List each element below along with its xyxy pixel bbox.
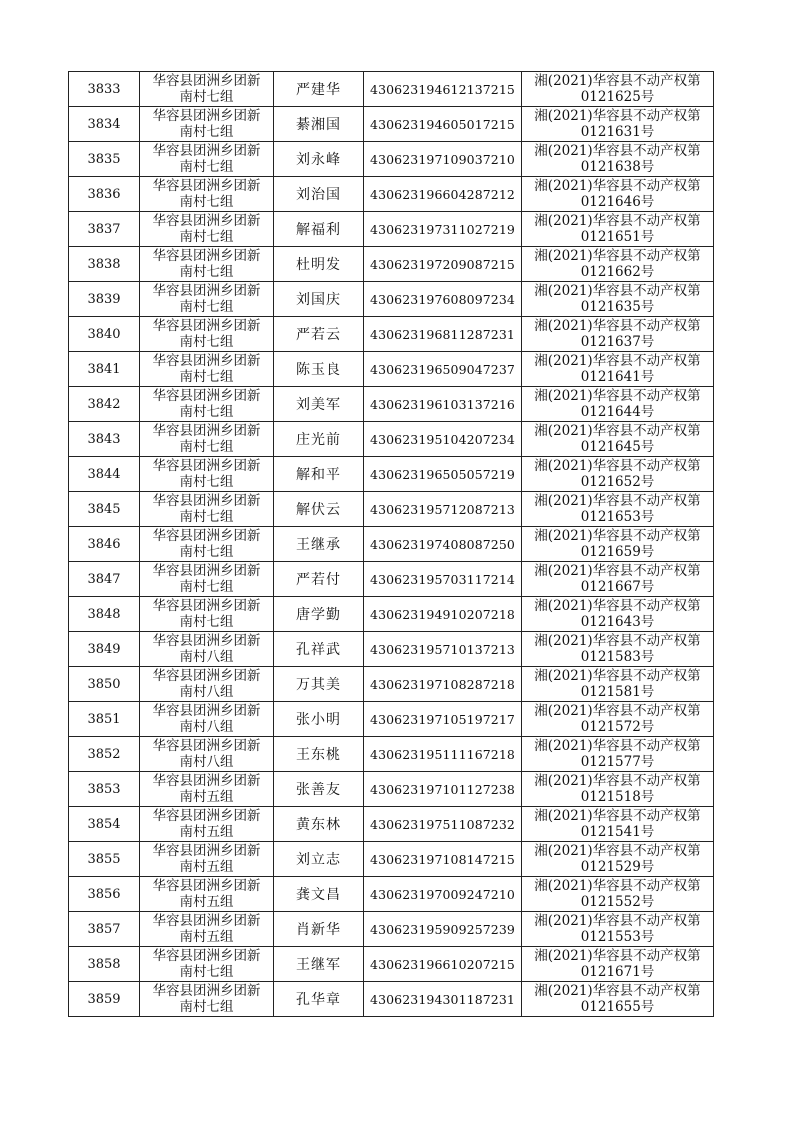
owner-name: 杜明发 (274, 247, 364, 282)
row-number: 3858 (69, 947, 140, 982)
certificate-line-2: 0121651号 (580, 229, 655, 245)
certificate-line-2: 0121583号 (580, 649, 655, 665)
certificate-line-2: 0121652号 (580, 474, 655, 490)
certificate-line-2: 0121644号 (580, 404, 655, 420)
address-line-1: 华容县团洲乡团新 (152, 248, 261, 264)
owner-name: 严若云 (274, 317, 364, 352)
id-number: 430623197209087215 (364, 247, 522, 282)
address-line-1: 华容县团洲乡团新 (152, 563, 261, 579)
id-number: 430623197108287218 (364, 667, 522, 702)
certificate-line-2: 0121645号 (580, 439, 655, 455)
address-line-1: 华容县团洲乡团新 (152, 738, 261, 754)
owner-name: 刘美军 (274, 387, 364, 422)
owner-name: 王继军 (274, 947, 364, 982)
records-body (69, 72, 714, 1017)
id-number: 430623197009247210 (364, 877, 522, 912)
owner-name: 黄东林 (274, 807, 364, 842)
certificate-line-2: 0121518号 (580, 789, 655, 805)
address-cell (140, 492, 274, 527)
address-line-1: 华容县团洲乡团新 (152, 773, 261, 789)
address-line-1: 华容县团洲乡团新 (152, 458, 261, 474)
table-row (69, 982, 714, 1017)
address-line-2: 南村七组 (179, 159, 234, 175)
owner-name: 龚文昌 (274, 877, 364, 912)
certificate-line-1: 湘(2021)华容县不动产权第 (534, 283, 701, 299)
address-line-2: 南村八组 (179, 684, 234, 700)
certificate-line-1: 湘(2021)华容县不动产权第 (534, 563, 701, 579)
certificate-line-2: 0121643号 (580, 614, 655, 630)
certificate-line-1: 湘(2021)华容县不动产权第 (534, 668, 701, 684)
owner-name: 万其美 (274, 667, 364, 702)
address-line-2: 南村七组 (179, 474, 234, 490)
address-line-2: 南村八组 (179, 719, 234, 735)
row-number: 3842 (69, 387, 140, 422)
address-line-1: 华容县团洲乡团新 (152, 878, 261, 894)
address-line-1: 华容县团洲乡团新 (152, 178, 261, 194)
address-line-1: 华容县团洲乡团新 (152, 913, 261, 929)
id-number: 430623195909257239 (364, 912, 522, 947)
address-line-1: 华容县团洲乡团新 (152, 808, 261, 824)
row-number: 3847 (69, 562, 140, 597)
address-line-1: 华容县团洲乡团新 (152, 843, 261, 859)
certificate-cell (522, 772, 714, 807)
certificate-cell (522, 177, 714, 212)
certificate-line-2: 0121659号 (580, 544, 655, 560)
certificate-cell (522, 737, 714, 772)
row-number: 3844 (69, 457, 140, 492)
row-number: 3839 (69, 282, 140, 317)
table-row (69, 702, 714, 737)
table-row (69, 527, 714, 562)
certificate-line-2: 0121667号 (580, 579, 655, 595)
certificate-cell (522, 982, 714, 1017)
owner-name: 陈玉良 (274, 352, 364, 387)
row-number: 3859 (69, 982, 140, 1017)
table-row (69, 597, 714, 632)
certificate-line-1: 湘(2021)华容县不动产权第 (534, 633, 701, 649)
address-line-1: 华容县团洲乡团新 (152, 983, 261, 999)
certificate-line-1: 湘(2021)华容县不动产权第 (534, 843, 701, 859)
certificate-line-1: 湘(2021)华容县不动产权第 (534, 528, 701, 544)
certificate-line-1: 湘(2021)华容县不动产权第 (534, 73, 701, 89)
certificate-line-1: 湘(2021)华容县不动产权第 (534, 423, 701, 439)
id-number: 430623194910207218 (364, 597, 522, 632)
address-line-1: 华容县团洲乡团新 (152, 283, 261, 299)
owner-name: 解和平 (274, 457, 364, 492)
row-number: 3855 (69, 842, 140, 877)
address-cell (140, 282, 274, 317)
address-line-2: 南村七组 (179, 964, 234, 980)
address-cell (140, 422, 274, 457)
id-number: 430623197608097234 (364, 282, 522, 317)
address-line-2: 南村七组 (179, 264, 234, 280)
address-cell (140, 457, 274, 492)
address-line-2: 南村五组 (179, 894, 234, 910)
certificate-cell (522, 492, 714, 527)
certificate-line-2: 0121581号 (580, 684, 655, 700)
certificate-cell (522, 842, 714, 877)
address-line-1: 华容县团洲乡团新 (152, 948, 261, 964)
records-table (68, 71, 714, 1017)
address-cell (140, 72, 274, 107)
id-number: 430623195710137213 (364, 632, 522, 667)
id-number: 430623197108147215 (364, 842, 522, 877)
id-number: 430623197109037210 (364, 142, 522, 177)
certificate-cell (522, 282, 714, 317)
certificate-line-2: 0121671号 (580, 964, 655, 980)
address-cell (140, 807, 274, 842)
table-row (69, 842, 714, 877)
certificate-cell (522, 317, 714, 352)
certificate-line-1: 湘(2021)华容县不动产权第 (534, 598, 701, 614)
address-line-2: 南村七组 (179, 579, 234, 595)
row-number: 3848 (69, 597, 140, 632)
certificate-line-1: 湘(2021)华容县不动产权第 (534, 948, 701, 964)
id-number: 430623197101127238 (364, 772, 522, 807)
certificate-cell (522, 807, 714, 842)
address-line-2: 南村七组 (179, 369, 234, 385)
certificate-line-1: 湘(2021)华容县不动产权第 (534, 353, 701, 369)
table-row (69, 142, 714, 177)
table-row (69, 422, 714, 457)
certificate-cell (522, 667, 714, 702)
row-number: 3852 (69, 737, 140, 772)
address-cell (140, 387, 274, 422)
address-cell (140, 667, 274, 702)
address-line-1: 华容县团洲乡团新 (152, 73, 261, 89)
table-row (69, 352, 714, 387)
table-row (69, 282, 714, 317)
owner-name: 解福利 (274, 212, 364, 247)
certificate-line-1: 湘(2021)华容县不动产权第 (534, 808, 701, 824)
id-number: 430623197408087250 (364, 527, 522, 562)
id-number: 430623197311027219 (364, 212, 522, 247)
id-number: 430623197105197217 (364, 702, 522, 737)
owner-name: 唐学勤 (274, 597, 364, 632)
certificate-cell (522, 422, 714, 457)
address-cell (140, 772, 274, 807)
address-line-1: 华容县团洲乡团新 (152, 423, 261, 439)
address-line-2: 南村七组 (179, 124, 234, 140)
certificate-line-1: 湘(2021)华容县不动产权第 (534, 493, 701, 509)
table-row (69, 492, 714, 527)
certificate-cell (522, 387, 714, 422)
row-number: 3845 (69, 492, 140, 527)
table-row (69, 562, 714, 597)
address-line-1: 华容县团洲乡团新 (152, 598, 261, 614)
row-number: 3835 (69, 142, 140, 177)
row-number: 3846 (69, 527, 140, 562)
row-number: 3841 (69, 352, 140, 387)
row-number: 3834 (69, 107, 140, 142)
id-number: 430623194605017215 (364, 107, 522, 142)
address-cell (140, 947, 274, 982)
owner-name: 严建华 (274, 72, 364, 107)
address-cell (140, 247, 274, 282)
certificate-line-1: 湘(2021)华容县不动产权第 (534, 143, 701, 159)
address-line-2: 南村七组 (179, 544, 234, 560)
address-line-1: 华容县团洲乡团新 (152, 493, 261, 509)
certificate-line-1: 湘(2021)华容县不动产权第 (534, 388, 701, 404)
certificate-line-2: 0121541号 (580, 824, 655, 840)
address-line-1: 华容县团洲乡团新 (152, 388, 261, 404)
address-cell (140, 142, 274, 177)
address-line-1: 华容县团洲乡团新 (152, 528, 261, 544)
owner-name: 刘国庆 (274, 282, 364, 317)
certificate-line-1: 湘(2021)华容县不动产权第 (534, 458, 701, 474)
certificate-line-1: 湘(2021)华容县不动产权第 (534, 318, 701, 334)
table-row (69, 877, 714, 912)
owner-name: 刘治国 (274, 177, 364, 212)
owner-name: 庄光前 (274, 422, 364, 457)
address-line-2: 南村五组 (179, 824, 234, 840)
address-line-2: 南村五组 (179, 859, 234, 875)
owner-name: 孔华章 (274, 982, 364, 1017)
table-row (69, 947, 714, 982)
id-number: 430623194612137215 (364, 72, 522, 107)
id-number: 430623197511087232 (364, 807, 522, 842)
certificate-cell (522, 247, 714, 282)
address-line-2: 南村五组 (179, 789, 234, 805)
certificate-line-2: 0121641号 (580, 369, 655, 385)
certificate-line-2: 0121631号 (580, 124, 655, 140)
address-line-2: 南村七组 (179, 999, 234, 1015)
address-cell (140, 317, 274, 352)
certificate-line-2: 0121635号 (580, 299, 655, 315)
certificate-line-2: 0121529号 (580, 859, 655, 875)
certificate-line-1: 湘(2021)华容县不动产权第 (534, 248, 701, 264)
id-number: 430623196610207215 (364, 947, 522, 982)
certificate-cell (522, 877, 714, 912)
owner-name: 张善友 (274, 772, 364, 807)
address-line-1: 华容县团洲乡团新 (152, 143, 261, 159)
table-row (69, 247, 714, 282)
address-cell (140, 562, 274, 597)
table-row (69, 737, 714, 772)
table-row (69, 177, 714, 212)
address-line-2: 南村七组 (179, 89, 234, 105)
owner-name: 綦湘国 (274, 107, 364, 142)
owner-name: 王东桃 (274, 737, 364, 772)
id-number: 430623195703117214 (364, 562, 522, 597)
certificate-cell (522, 142, 714, 177)
table-row (69, 912, 714, 947)
owner-name: 解伏云 (274, 492, 364, 527)
certificate-line-1: 湘(2021)华容县不动产权第 (534, 108, 701, 124)
certificate-line-2: 0121662号 (580, 264, 655, 280)
certificate-cell (522, 352, 714, 387)
certificate-line-1: 湘(2021)华容县不动产权第 (534, 738, 701, 754)
address-cell (140, 737, 274, 772)
address-line-2: 南村七组 (179, 439, 234, 455)
owner-name: 刘立志 (274, 842, 364, 877)
certificate-line-1: 湘(2021)华容县不动产权第 (534, 983, 701, 999)
address-line-2: 南村七组 (179, 334, 234, 350)
certificate-cell (522, 72, 714, 107)
address-cell (140, 177, 274, 212)
id-number: 430623195104207234 (364, 422, 522, 457)
address-line-2: 南村七组 (179, 509, 234, 525)
address-line-1: 华容县团洲乡团新 (152, 213, 261, 229)
row-number: 3849 (69, 632, 140, 667)
certificate-line-2: 0121655号 (580, 999, 655, 1015)
address-line-2: 南村七组 (179, 194, 234, 210)
table-row (69, 107, 714, 142)
address-cell (140, 842, 274, 877)
certificate-line-1: 湘(2021)华容县不动产权第 (534, 178, 701, 194)
row-number: 3836 (69, 177, 140, 212)
address-cell (140, 527, 274, 562)
id-number: 430623195712087213 (364, 492, 522, 527)
id-number: 430623196811287231 (364, 317, 522, 352)
row-number: 3851 (69, 702, 140, 737)
address-cell (140, 632, 274, 667)
address-line-1: 华容县团洲乡团新 (152, 703, 261, 719)
address-cell (140, 212, 274, 247)
address-line-2: 南村五组 (179, 929, 234, 945)
table-row (69, 632, 714, 667)
row-number: 3840 (69, 317, 140, 352)
address-cell (140, 702, 274, 737)
certificate-cell (522, 947, 714, 982)
owner-name: 严若付 (274, 562, 364, 597)
table-row (69, 667, 714, 702)
table-row (69, 457, 714, 492)
certificate-line-1: 湘(2021)华容县不动产权第 (534, 703, 701, 719)
table-row (69, 807, 714, 842)
certificate-cell (522, 527, 714, 562)
certificate-cell (522, 632, 714, 667)
address-cell (140, 597, 274, 632)
id-number: 430623196505057219 (364, 457, 522, 492)
owner-name: 张小明 (274, 702, 364, 737)
row-number: 3833 (69, 72, 140, 107)
address-line-1: 华容县团洲乡团新 (152, 668, 261, 684)
certificate-line-2: 0121653号 (580, 509, 655, 525)
certificate-line-1: 湘(2021)华容县不动产权第 (534, 213, 701, 229)
address-cell (140, 877, 274, 912)
address-line-2: 南村八组 (179, 649, 234, 665)
certificate-line-2: 0121637号 (580, 334, 655, 350)
certificate-line-2: 0121577号 (580, 754, 655, 770)
certificate-line-2: 0121572号 (580, 719, 655, 735)
owner-name: 王继承 (274, 527, 364, 562)
certificate-line-2: 0121638号 (580, 159, 655, 175)
row-number: 3853 (69, 772, 140, 807)
certificate-line-2: 0121553号 (580, 929, 655, 945)
address-line-2: 南村七组 (179, 404, 234, 420)
certificate-cell (522, 597, 714, 632)
address-cell (140, 982, 274, 1017)
certificate-line-1: 湘(2021)华容县不动产权第 (534, 773, 701, 789)
address-line-1: 华容县团洲乡团新 (152, 108, 261, 124)
address-cell (140, 912, 274, 947)
id-number: 430623196604287212 (364, 177, 522, 212)
address-line-2: 南村七组 (179, 614, 234, 630)
table-row (69, 72, 714, 107)
address-line-1: 华容县团洲乡团新 (152, 318, 261, 334)
table-row (69, 317, 714, 352)
certificate-cell (522, 212, 714, 247)
address-line-2: 南村八组 (179, 754, 234, 770)
row-number: 3843 (69, 422, 140, 457)
certificate-line-1: 湘(2021)华容县不动产权第 (534, 878, 701, 894)
certificate-line-1: 湘(2021)华容县不动产权第 (534, 913, 701, 929)
row-number: 3837 (69, 212, 140, 247)
address-cell (140, 352, 274, 387)
row-number: 3854 (69, 807, 140, 842)
id-number: 430623194301187231 (364, 982, 522, 1017)
certificate-line-2: 0121552号 (580, 894, 655, 910)
owner-name: 孔祥武 (274, 632, 364, 667)
certificate-cell (522, 912, 714, 947)
certificate-line-2: 0121625号 (580, 89, 655, 105)
row-number: 3850 (69, 667, 140, 702)
owner-name: 肖新华 (274, 912, 364, 947)
certificate-cell (522, 702, 714, 737)
certificate-cell (522, 562, 714, 597)
row-number: 3838 (69, 247, 140, 282)
certificate-cell (522, 107, 714, 142)
address-line-2: 南村七组 (179, 229, 234, 245)
certificate-line-2: 0121646号 (580, 194, 655, 210)
certificate-cell (522, 457, 714, 492)
owner-name: 刘永峰 (274, 142, 364, 177)
id-number: 430623196103137216 (364, 387, 522, 422)
address-line-1: 华容县团洲乡团新 (152, 353, 261, 369)
row-number: 3857 (69, 912, 140, 947)
address-cell (140, 107, 274, 142)
table-row (69, 387, 714, 422)
row-number: 3856 (69, 877, 140, 912)
id-number: 430623196509047237 (364, 352, 522, 387)
address-line-2: 南村七组 (179, 299, 234, 315)
id-number: 430623195111167218 (364, 737, 522, 772)
address-line-1: 华容县团洲乡团新 (152, 633, 261, 649)
table-row (69, 212, 714, 247)
table-row (69, 772, 714, 807)
